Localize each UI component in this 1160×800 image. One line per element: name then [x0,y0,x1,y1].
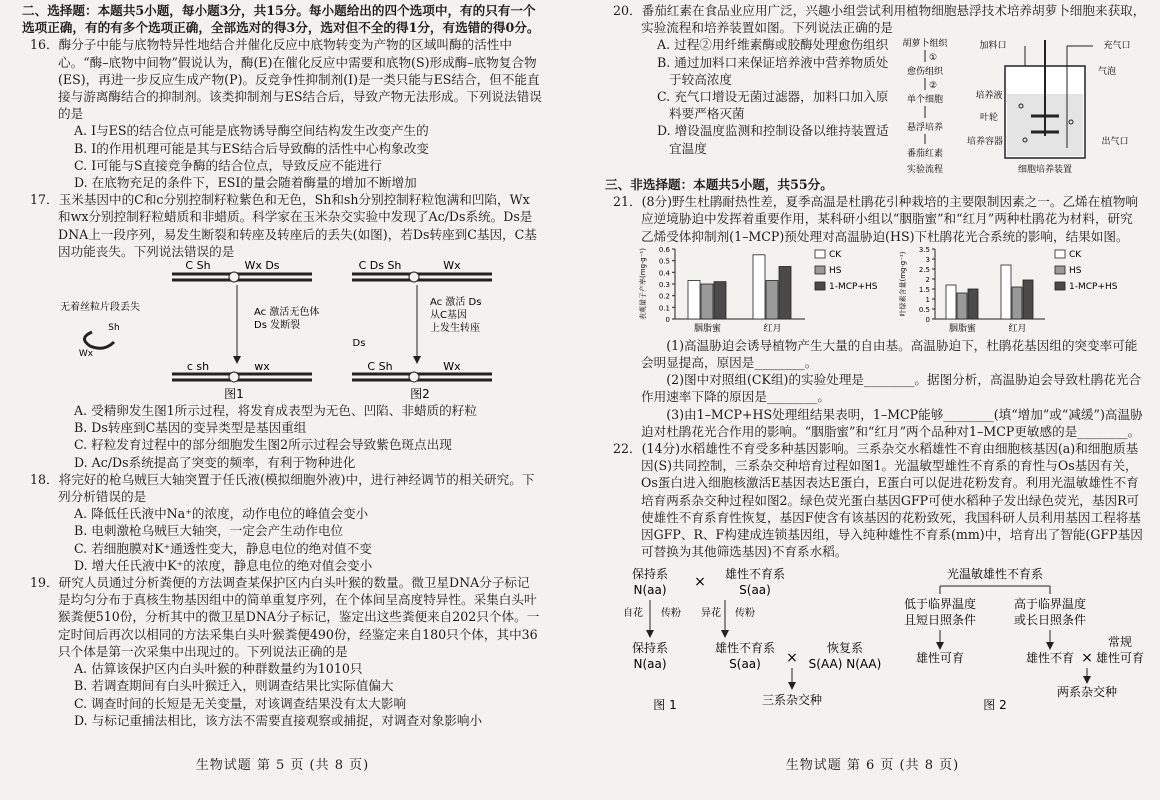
chart1-legend-label: 1-MCP+HS [829,281,878,292]
chart2-ytick-label: 1 [925,295,930,304]
chart1-legend-label: CK [829,249,842,260]
page-6 [585,0,1160,800]
fig2-label-ds: Ds [352,338,366,350]
q22-stem: 22．(14分)水稻雄性不育受多种基因影响。三系杂交水稻雄性不育由细胞核基因(a)和细胞质基因(S)共同控制，三系杂交种培育过程如图1。光温敏型雄性不育系的育性与Os基因有关，Os蛋白进入细胞核激活E基因表达E蛋白，E蛋白可以促进花粉发育。利用光温敏雄性不育培育两系杂交种过程如图2。绿色荧光蛋白基因GFP可使水稻种子发出绿色荧光，基因R可使雄性不育系育性恢复，基因F使含有该基因的花粉致死，我国科研人员利用基因工程将基因GFP、R、F构建成连锁基因组，导入纯种雄性不育系(mm)中，培育出了智能(GFP基因可替换为其他筛选基因)不育系水稻。 [613,441,1143,560]
chart1-legend-swatch [815,250,825,258]
q19-option-c: C. 调查时间的长短是无关变量，对该调查结果没有太大影响 [74,695,407,711]
q17-figure-1 [60,260,319,401]
q21-part-2: (2)图中对照组(CK组)的实验处理是________。据图分析，高温胁迫会导致杜鹃花光合作用速率下降的原因是________。 [641,372,1142,405]
fig2-fertile: 雄性可育 [915,651,965,666]
q20-figure [895,36,1145,176]
chart2-ytick-label: 0.5 [918,305,930,314]
chart1-legend-label: HS [829,265,842,276]
q18-option-c: C. 若细胞膜对K⁺通透性变大，静息电位的绝对值不变 [74,540,372,556]
flow-lycopene: 番茄红素 [906,149,944,159]
q20-stem: 20．番茄红素在食品业应用广泛，兴趣小组尝试利用植物细胞悬浮技术培养胡萝卜细胞来获取，实验流程和培养装置如图。下列说法正确的是 [613,3,1146,36]
fig1-maintainer2-geno: N(aa) [633,657,667,672]
device-feed-port: 加料口 [979,41,1007,51]
fig1-caption: 图1 [224,387,244,402]
q20-device [967,39,1131,175]
device-caption: 细胞培养装置 [1017,165,1073,175]
fig1-crosspol: 异花 [701,608,721,620]
fig1-sterile: 雄性不育系 [724,567,786,582]
q16-stem: 16．酶分子中能与底物特异性地结合并催化反应中底物转变为产物的区域叫酶的活性中心。“酶–底物中间物”假说认为，酶(E)在催化反应中需要和底物(S)形成酶–底物复合物(ES)，再进一步反应生成产物(P)。反竞争性抑制剂(I)是一类只能与ES结合，但不能直接与游离酶结合的抑制剂。该类抑制剂与ES结合后，导致产物无法形成。下列说法错误的是 [30,37,542,122]
fig2-label-ac: Ac 激活 Ds [430,297,482,309]
q16-option-c: C. I可能与S直接竞争酶的结合位点，导致反应不能进行 [74,157,382,173]
chart1-bar [753,255,765,319]
fig2-normal1: 常规 [1107,635,1133,650]
chart1-legend-swatch [815,266,825,274]
fig1-label-c-sh-lower: c sh [186,360,210,374]
q21-part-1: (1)高温胁迫会诱导植物产生大量的自由基。高温胁迫下，杜鹃花基因组的突变率可能会明显提高，原因是________。 [641,337,1138,371]
fig2-label-wx: Wx [443,260,461,273]
page-5 [0,0,565,800]
fig2-label-c-ds-sh: C Ds Sh [358,260,402,273]
fig1-caption: 图 1 [653,698,677,713]
flow-carrot: 胡萝卜组织 [902,39,948,49]
flow-step2: ② [928,81,938,91]
device-air-outlet: 出气口 [1101,137,1129,147]
q19-option-b: B. 若调查期间有白头叶猴迁入，则调查结果比实际值偏大 [74,678,394,694]
q18-option-a: A. 降低任氏液中Na⁺的浓度，动作电位的峰值会变小 [74,506,369,522]
chart1-ytick-label: 0.3 [658,280,670,289]
fig1-label-wx-ds: Wx Ds [244,260,280,273]
chart1-category-label: 胭脂蜜 [693,323,722,334]
q17-figures [22,260,542,402]
chart2-category-label: 胭脂蜜 [948,323,977,334]
chart2-ytick-label: 2.5 [918,265,930,274]
chart2-legend-label: CK [1069,249,1082,260]
fig2-label-transpose: 上发生转座 [430,323,480,335]
chart1-bar [701,284,713,319]
fig1-self: 自花 [623,608,643,620]
chart2-ytick-label: 1.5 [918,285,930,294]
fig1-sterile2: 雄性不育系 [714,641,776,656]
q22-figures [605,564,1145,714]
chart1-ytick-label: 0.6 [658,245,670,254]
chart1-bar [779,266,791,319]
flow-caption: 实验流程 [906,165,944,175]
device-medium: 培养液 [975,91,1003,101]
chart1-ytick-label: 0.5 [658,257,670,266]
fig1-label-wx-lower: wx [254,360,270,374]
fig2-sterile: 雄性不育 [1025,651,1075,666]
q17-option-d: D. Ac/Ds系统提高了突变的频率，有利于物种进化 [74,454,356,470]
section-2-header: 二、选择题：本题共5小题，每小题3分，共15分。每小题给出的四个选项中，有的只有一个选项正确，有的有多个选项正确，全部选对的得3分，选对但不全的得1分，有选错的得0分。 [22,3,540,36]
q17-option-c: C. 籽粒发育过程中的部分细胞发生图2所示过程会导致紫色斑点出现 [74,437,452,453]
section-3-header: 三、非选择题：本题共5小题，共55分。 [605,177,833,192]
fig1-label-fragment-lost: 无着丝粒片段丢失 [60,302,140,314]
chart2-ytick-label: 3.5 [918,245,930,254]
q20-option-d: D. 增设温度监测和控制设备以维持装置适宜温度 [657,123,889,156]
chart1-bar [714,281,726,318]
chart1-legend-swatch [815,282,825,290]
fig2-top: 光温敏雄性不育系 [946,567,1044,582]
q19-option-a: A. 估算该保护区内白头叶猴的种群数量约为1010只 [74,661,363,677]
q22-figure-2 [904,566,1144,712]
chart1-ytick-label: 0.2 [658,292,670,301]
chart1-bar [688,280,700,319]
q19-option-d: D. 与标记重捕法相比，该方法不需要直接观察或捕捉，对调查对象影响小 [74,712,483,728]
q17-stem: 17．玉米基因中的C和c分别控制籽粒紫色和无色，Sh和sh分别控制籽粒饱满和凹陷，Wx和wx分别控制籽粒蜡质和非蜡质。科学家在玉米杂交实验中发现了Ac/Ds系统。Ds是DNA上一段序列，易发生断裂和转座及转座后的丢失(如图)，若Ds转座到C基因，C基因功能丧失。下列说法错误的是 [30,192,537,259]
device-vessel: 培养容器 [966,137,1004,147]
chart2-category-label: 红月 [1008,323,1027,334]
fig1-maintainer-geno: N(aa) [633,583,667,598]
fig2-caption: 图 2 [983,698,1007,713]
fig1-crosspol2: 传粉 [735,608,755,620]
chart2-ytick-label: 3 [925,255,930,264]
page-5-footer: 生物试题 第 5 页 (共 8 页) [195,757,370,773]
fig1-self2: 传粉 [661,608,681,620]
chart1-category-label: 红月 [763,323,782,334]
q19-stem: 19．研究人员通过分析粪便的方法调查某保护区内白头叶猴的数量。微卫星DNA分子标记是均匀分布于真核生物基因组中的简单重复序列，在个体间呈高度特异性。采集白头叶猴粪便510份，分析其中的微卫星DNA分子标记，鉴定出这些粪便来自202只个体。一定时间后再次以相同的方法采集白头叶猴粪便490份，经鉴定来自180只个体，其中36只个体是第一次采集中出现过的。下列说法正确的是 [30,575,540,659]
q17-option-b: B. Ds转座到C基因的变异类型是基因重组 [74,420,307,436]
fig2-caption: 图2 [410,387,430,402]
fig1-sterile2-geno: S(aa) [729,657,761,672]
fig2-normal2: 雄性可育 [1095,651,1145,666]
fig1-restorer-geno: S(AA) N(AA) [808,657,882,672]
chart2-legend-label: 1-MCP+HS [1069,281,1118,292]
fig2-label-from-c: 从C基因 [430,310,467,322]
chart2-ylabel: 叶绿素含量(mg·g⁻¹) [899,251,907,317]
fig2-right2: 或长日照条件 [1013,613,1087,628]
chart1-ytick-label: 0.1 [658,304,670,313]
q20-flow [902,37,948,175]
fig1-maintainer2: 保持系 [631,641,669,656]
q20-option-c: C. 充气口增设无菌过滤器，加料口加入原料要严格灭菌 [657,89,889,122]
q21-stem: 21．(8分)野生杜鹃耐热性差，夏季高温是杜鹃花引种栽培的主要限制因素之一。乙烯在植物响应逆境胁迫中发挥着重要作用，某科研小组以“胭脂蜜”和“红月”两种杜鹃花为材料，研究乙烯受体抑制剂(1–MCP)预处理对高温胁迫(HS)下杜鹃花光合系统的影响，结果如图。 [613,194,1139,244]
chart2-bar [957,293,967,319]
chart1-bar [766,280,778,319]
q18-option-b: B. 电刺激枪乌贼巨大轴突，一定会产生动作电位 [74,523,344,539]
flow-step1: ① [928,53,938,63]
fig1-label-wx: Wx [78,349,94,360]
chart2-legend-label: HS [1069,265,1082,276]
chart2-bar [946,285,956,319]
q21-charts [605,245,1145,337]
chart2-ytick-label: 0 [925,315,930,324]
q22-figure-1 [623,566,881,712]
q17-option-a: A. 受精卵发生图1所示过程，将发育成表型为无色、凹陷、非蜡质的籽粒 [74,403,477,419]
chart2-ytick-label: 2 [925,275,930,284]
device-bubble: 气泡 [1097,67,1117,77]
q20-option-a: A. 过程②用纤维素酶或胶酶处理愈伤组织 [657,37,889,53]
flow-single-cell: 单个细胞 [906,95,944,105]
device-impeller: 叶轮 [979,113,999,123]
chart2-bar [1001,265,1011,319]
fig2-left1: 低于临界温度 [903,597,977,612]
fig1-cross2: × [786,650,798,667]
q18-stem: 18．将完好的枪乌贼巨大轴突置于任氏液(模拟细胞外液)中，进行神经调节的相关研究。下列分析错误的是 [30,471,535,505]
chart2-bar [1023,280,1033,319]
q21-part-3: (3)由1–MCP+HS处理组结果表明，1–MCP能够________(填“增加”或“减缓”)高温胁迫对杜鹃花光合作用的影响。“胭脂蜜”和“红月”两个品种对1–MCP更敏感的是________。 [641,406,1143,439]
q20-option-b: B. 通过加料口来保证培养液中营养物质处于较高浓度 [657,54,889,87]
fig1-cross: × [694,574,706,591]
flow-suspension: 悬浮培养 [906,123,944,133]
chart2-bar [1012,287,1022,319]
chart2-legend-swatch [1055,282,1065,290]
fig1-maintainer: 保持系 [631,567,669,582]
q18-option-d: D. 增大任氏液中K⁺的浓度，静息电位的绝对值会变小 [74,557,373,573]
fig2-label-wx-lower: Wx [443,360,461,374]
chart1-ylabel: 表观量子产率(mg·g⁻¹) [639,247,647,320]
fig1-label-ac: Ac 激活无色体 [254,307,320,319]
flow-callus: 愈伤组织 [906,67,944,77]
fig2-label-c-sh-lower: C Sh [367,360,393,374]
device-air-inlet: 充气口 [1103,41,1131,51]
fig2-hybrid: 两系杂交种 [1056,685,1118,700]
fig2-left2: 且短日照条件 [903,613,977,628]
chart1-ytick-label: 0 [665,315,670,324]
fig1-label-c-sh: C Sh [185,260,211,273]
fig1-hybrid: 三系杂交种 [761,693,823,708]
page-6-footer: 生物试题 第 6 页 (共 8 页) [785,757,960,773]
fig1-restorer: 恢复系 [826,641,864,656]
fig2-right1: 高于临界温度 [1013,597,1087,612]
fig1-sterile-geno: S(aa) [739,583,771,598]
fig2-cross: × [1081,650,1093,667]
q16-option-a: A. I与ES的结合位点可能是底物诱导酶空间结构发生改变产生的 [74,123,429,139]
q17-figure-2 [352,260,492,401]
q16-option-b: B. I的作用机理可能是其与ES结合后导致酶的活性中心构象改变 [74,140,429,156]
q16-option-d: D. 在底物充足的条件下，ESI的量会随着酶量的增加不断增加 [74,175,417,191]
chart2-legend-swatch [1055,266,1065,274]
fig1-label-sh: Sh [108,323,120,334]
chart1-ytick-label: 0.4 [658,269,670,278]
chart2-legend-swatch [1055,250,1065,258]
fig1-label-ds-break: Ds 发断裂 [254,320,301,332]
chart2-bar [968,289,978,319]
